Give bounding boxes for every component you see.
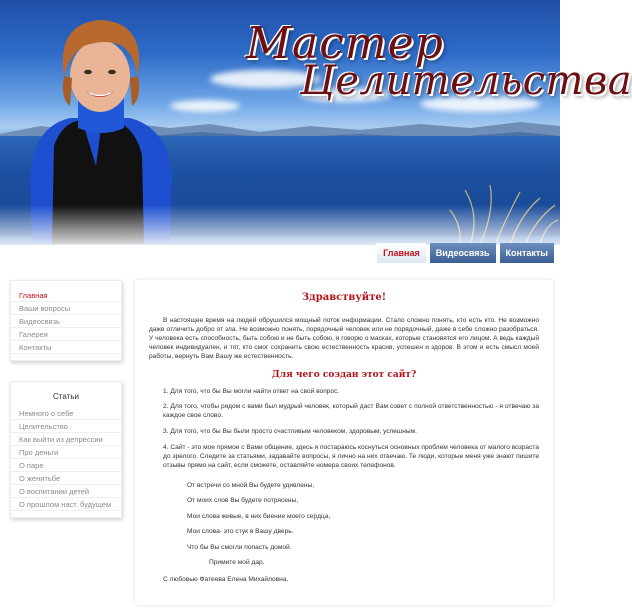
- top-navigation: [373, 243, 554, 263]
- purpose-point: 2. Для того, чтобы рядом с вами был мудрый человек, который даст Вам совет с полной ответственностью - я отвечаю за каждое свое слово.: [163, 403, 539, 420]
- signature: С любовью Фатеева Елена Михайловна.: [163, 575, 289, 583]
- nav-contacts[interactable]: Контакты: [499, 243, 554, 263]
- sidebar-item-gallery[interactable]: Галерея: [11, 328, 121, 341]
- main-content: [135, 280, 553, 605]
- intro-paragraph: В настоящее время на людей обрушился мощный поток информации. Стало сложно понять, кто есть кто. Не возможно даже отличить добро от зла. Не возможно понять, порядочный человек или не порядочный, даже в себе сложно разобраться. У человека есть способность, быть собою и не быть собою, я говорю о масках, которые становятся его лицом. А ведь каждый человек индивидуален, и тот, кто смог сохранить свою естественность красив, успешен и здоров. В этом и есть смысл моей работы, вернуть Вам Вашу же естественность.: [149, 317, 539, 360]
- article-link[interactable]: О прошлом наст. будущем: [11, 498, 121, 511]
- site-title-line1: Мастер: [246, 18, 444, 69]
- nav-home[interactable]: Главная: [376, 243, 426, 263]
- main-menu: [10, 280, 122, 361]
- sidebar-item-home[interactable]: Главная: [11, 289, 121, 302]
- article-link[interactable]: Целительство: [11, 420, 121, 433]
- poem-line: Мои слова- это стук в Вашу дверь.: [187, 528, 294, 536]
- nav-videochat[interactable]: Видеосвязь: [429, 243, 496, 263]
- article-link[interactable]: Немного о себе: [11, 407, 121, 420]
- poem-line: Что бы Вы смогли попасть домой.: [187, 543, 292, 551]
- sidebar-item-contacts[interactable]: Контакты: [11, 341, 121, 354]
- site-title-line2: Целительства: [300, 58, 632, 104]
- articles-title: Статьи: [53, 392, 79, 401]
- article-link[interactable]: Как выйти из депрессии: [11, 433, 121, 446]
- purpose-point: 1. Для того, что бы Вы могли найти ответ на свой вопрос.: [163, 387, 340, 395]
- articles-menu: [10, 381, 122, 518]
- article-link[interactable]: Про деньги: [11, 446, 121, 459]
- header-fade: [0, 205, 560, 245]
- poem-line: Мои слова живые, в них биение моего сердца,: [187, 512, 331, 520]
- sidebar-item-questions[interactable]: Ваши вопросы: [11, 302, 121, 315]
- poem-line: Примите мой дар.: [209, 559, 265, 567]
- article-link[interactable]: О воспитании детей: [11, 485, 121, 498]
- poem: [149, 481, 539, 574]
- sidebar-item-videochat[interactable]: Видеосвязь: [11, 315, 121, 328]
- site-header: [0, 0, 632, 245]
- greeting-heading: Здравствуйте!: [301, 292, 387, 303]
- poem-line: От встречи со мной Вы будете удивлены,: [187, 481, 315, 489]
- article-link[interactable]: О паре: [11, 459, 121, 472]
- sidebar: [10, 280, 122, 518]
- article-link[interactable]: О женитьбе: [11, 472, 121, 485]
- poem-line: От моих слов Вы будете потрясены,: [187, 497, 299, 505]
- purpose-point: 4. Сайт - это мое прямое с Вами общение, здесь я постараюсь коснуться основных проблем человека от малого возраста до зрелого. Следите за статьями, задавайте вопросы, я лично на них отвечаю. Те люди, которые меня уже знают пишите отзывы прямо на сайт, если сможете, оставляйте номера своих телефонов.: [163, 444, 539, 469]
- purpose-heading: Для чего создан этот сайт?: [271, 369, 417, 380]
- purpose-point: 3. Для того, что бы Вы были просто счастливым человеком, здоровым, успешным.: [163, 428, 417, 436]
